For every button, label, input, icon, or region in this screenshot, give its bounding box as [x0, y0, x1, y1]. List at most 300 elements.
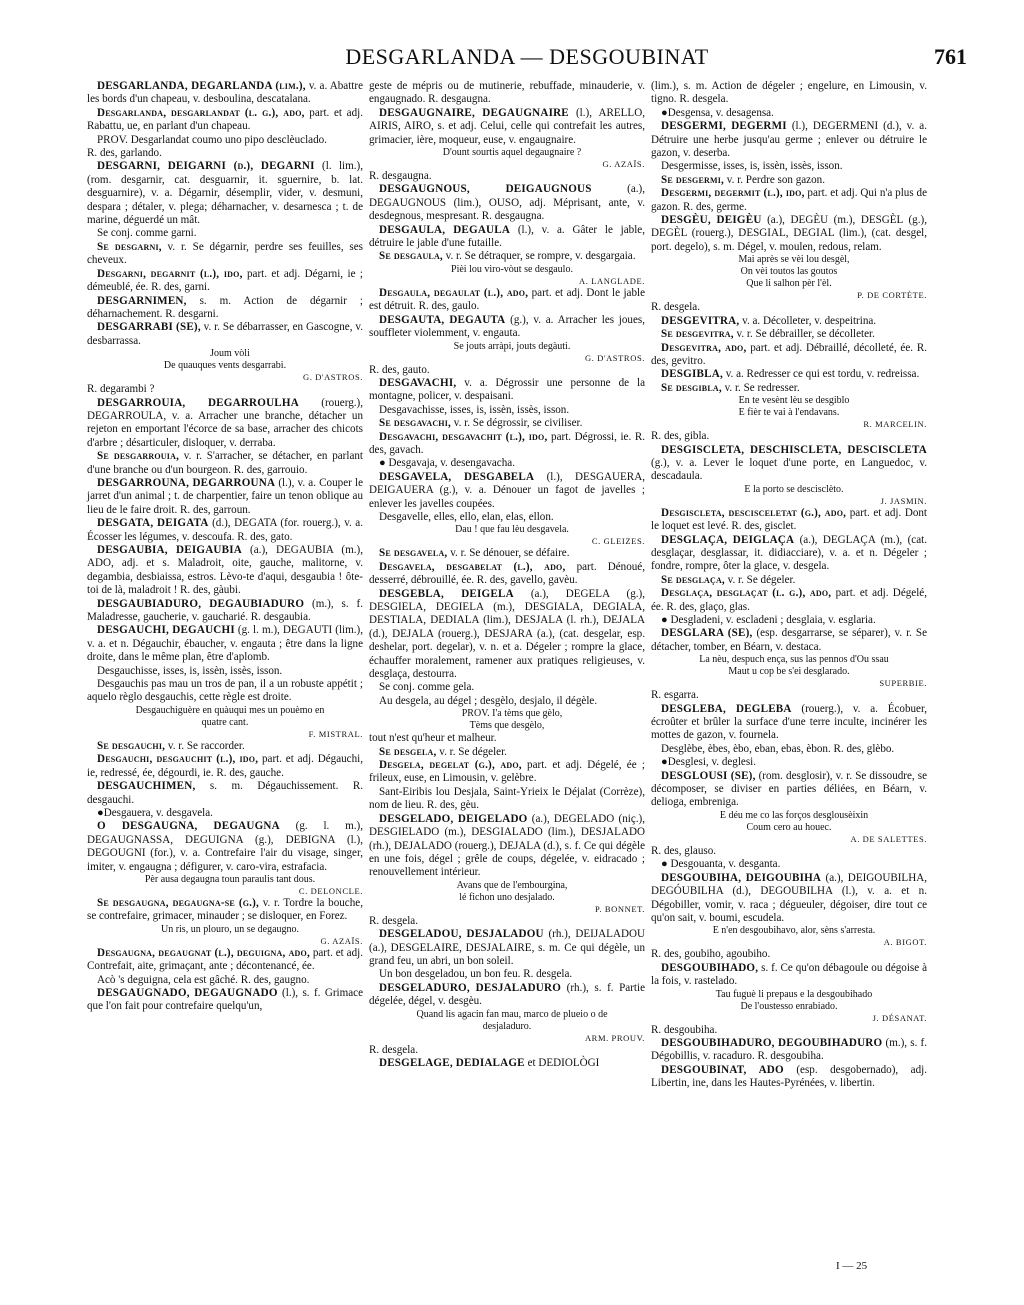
entry-text: Se conj. comme garni.: [97, 227, 197, 240]
entry-text: part. et adj. Dont le loquet est levé. R. des, gisclet.: [651, 506, 928, 533]
dictionary-entry: [87, 820, 363, 874]
dictionary-entry: [651, 872, 927, 926]
headword: DESGLAÇA, DEIGLAÇA: [661, 533, 795, 546]
dictionary-entry: [369, 547, 645, 560]
entry-text: s. m. Action de dégarnir ; déharnachement. R. desgarni.: [87, 294, 363, 320]
quotation-author: [651, 290, 927, 301]
dictionary-entry: [651, 368, 927, 381]
headword: DESGAUCHI, DEGAUCHI: [97, 624, 235, 637]
headword: Se desgela,: [379, 745, 437, 758]
entry-text: Desglèbe, èbes, èbo, eban, ebas, èbon. R. des, glèbo.: [661, 742, 895, 755]
headword: DESGARLANDA, DEGARLANDA (lim.),: [97, 80, 306, 92]
headword: Se desgavachi,: [379, 417, 452, 430]
entry-text: Joum vòli De quauques vents desgarrabi.: [163, 348, 287, 372]
dictionary-entry: [651, 444, 927, 484]
dictionary-entry: [87, 321, 363, 348]
entry-text: (g.), v. a. Lever le loquet d'une porte, en Languedoc, v. descadaula.: [651, 456, 927, 483]
entry-continuation: [651, 1024, 927, 1037]
dictionary-entry: [369, 417, 645, 430]
entry-text: A. DE SALETTES.: [850, 833, 927, 844]
headword: DESGOUBIHADURO, DEGOUBIHADURO: [661, 1036, 883, 1049]
headword: DESGAVELA, DESGABELA: [379, 470, 535, 483]
headword: Desgiscleta, descisceletat (g.), ado,: [661, 506, 847, 519]
entry-text: En te vesènt lèu se desgiblo E fièr te vai à l'endavans.: [738, 395, 850, 419]
entry-text: part. et adj. Dégauchi, ie, redressé, ée, dégourdi, ie. R. des, gauche.: [87, 753, 363, 779]
dictionary-entry: [651, 756, 927, 769]
entry-continuation: [87, 383, 363, 396]
page-number: 761: [934, 44, 967, 69]
dictionary-entry: [369, 107, 645, 147]
entry-text: v. r. Se dégarnir, perdre ses feuilles, ses cheveux.: [87, 240, 363, 267]
entry-text: Dau ! que fau lèu desgavela.: [455, 524, 569, 536]
dictionary-entry: [369, 471, 645, 511]
entry-text: part. et adj. Dégelé, ée ; frileux, euse, en Limousin, v. gelèbre.: [369, 759, 645, 785]
column-2: [369, 80, 645, 1070]
entry-text: part. et adj. Dégelé, ée. R. des, glaço, glas.: [651, 587, 927, 613]
dictionary-entry: [651, 1064, 927, 1091]
dictionary-entry: [87, 160, 363, 227]
quotation: [651, 989, 927, 1013]
entry-text: v. r. Se débrailler, se décolleter.: [733, 328, 875, 341]
dictionary-entry: [651, 614, 927, 627]
headword: DESGOUBIHA, DEIGOUBIHA: [661, 871, 822, 884]
dictionary-entry: [651, 120, 927, 160]
dictionary-entry: [651, 160, 927, 173]
headword: Se desgaula,: [379, 250, 443, 263]
dictionary-entry: [87, 397, 363, 451]
headword: Desgela, degelat (g.), ado,: [379, 759, 522, 772]
dictionary-entry: [87, 624, 363, 664]
entry-text: R. desgoubiha.: [651, 1023, 718, 1036]
headword: Se desgarni,: [97, 240, 162, 253]
entry-text: G. D'ASTROS.: [303, 372, 363, 383]
dictionary-entry: [87, 477, 363, 517]
entry-text: (lim.), s. m. Action de dégeler ; engelure, en Limousin, v. tigno. R. desgela.: [651, 80, 927, 106]
entry-text: E la porto se descisclèto.: [744, 483, 844, 495]
dictionary-entry: [369, 561, 645, 588]
headword: DESGERMI, DEGERMI: [661, 120, 787, 133]
entry-text: C. DELONCLE.: [298, 885, 363, 896]
quotation-author: [369, 159, 645, 170]
quotation: [651, 395, 927, 419]
entry-text: J. JASMIN.: [880, 495, 927, 506]
entry-text: R. desgela.: [369, 914, 418, 927]
headword: Desgavachi, desgavachit (l.), ido,: [379, 430, 548, 443]
entry-text: Se conj. comme gela.: [379, 681, 475, 694]
entry-text: v. r. S'arracher, se détacher, en parlant d'une branche ou d'un bourgeon. R. des, garrouio.: [87, 450, 363, 476]
dictionary-entry: [87, 227, 363, 240]
entry-text: v. r. Se dénouer, se défaire.: [447, 547, 570, 560]
headword: DESGEBLA, DEIGELA: [379, 587, 514, 600]
headword: DESGARRABI (SE),: [97, 321, 201, 334]
dictionary-entry: [87, 947, 363, 974]
entry-text: Quand lis agacin fan mau, marco de plueio o de desjaladuro.: [416, 1008, 608, 1032]
entry-text: v. a. Abattre les bords d'un chapeau, v. desboulina, descatalana.: [87, 80, 364, 106]
entry-text: Desgauchiguère en quàuqui mes un pouèmo en quatre cant.: [135, 704, 325, 728]
dictionary-entry: [87, 107, 363, 134]
entry-text: (d.), DEGATA (for. rouerg.), v. a. Écosser les légumes, v. descoufa. R. des, gato.: [87, 517, 363, 543]
dictionary-entry: [369, 588, 645, 682]
entry-text: (l.), DEGERMENI (d.), v. a. Détruire une herbe jusqu'au germe ; enlever ou détruire le gazon, v. deserba.: [651, 120, 927, 160]
entry-text: tout n'est qu'heur et malheur.: [369, 732, 497, 745]
entry-text: (rh.), DEIJALADOU (a.), DESGELAIRE, DESJALAIRE, s. m. Ce qui dégèle, un grand feu, un abri, un bon soleil.: [369, 928, 645, 967]
entry-text: part. et adj. Qui n'a plus de gazon. R. des, germe.: [651, 187, 927, 213]
headword: DESGARNI, DEIGARNI (d.), DEGARNI: [97, 160, 315, 173]
dictionary-entry: [87, 450, 363, 477]
quotation-author: [369, 904, 645, 915]
quotation: [369, 880, 645, 904]
entry-continuation: [651, 948, 927, 961]
dictionary-entry: [651, 962, 927, 989]
headword: DESGOUBIHADO,: [661, 961, 759, 974]
dictionary-entry: [651, 174, 927, 187]
headword: Desglaça, desglaçat (l. g.), ado,: [661, 587, 832, 600]
entry-text: Tau fuguè li prepaus e la desgoubihado De l'oustesso enrabiado.: [715, 988, 873, 1012]
headword: Desgaula, degaulat (l.), ado,: [379, 286, 529, 299]
entry-text: v. a. Dégrossir une personne de la montagne, policer, v. despaisani.: [369, 376, 645, 403]
entry-text: part. et adj. Rabattu, ue, en parlant d'un chapeau.: [87, 106, 363, 133]
headword: Desgevitra, ado,: [661, 341, 747, 354]
entry-text: part. et adj. Dont le jable est détruit. R. des, gaulo.: [369, 286, 645, 313]
entry-text: (g. l. m.), DEGAUGNASSA, DEGUIGNA (g.), DEBIGNA (l.), DEGOUGNI (for.), v. a. Contrefaire l'air du visage, singer, imiter, v. engaugna ; défigurer, v. caro-vira, estrafacia.: [87, 820, 364, 873]
headword: DESGEVITRA,: [661, 314, 740, 327]
dictionary-entry: [651, 507, 927, 534]
entry-text: v. r. Se détraquer, se rompre, v. desgargaia.: [442, 250, 636, 263]
headword: DESGAUCHIMEN,: [97, 780, 196, 793]
entry-text: (esp. desgobernado), adj. Libertin, ine, dans les Hautes-Pyrénées, v. libertin.: [651, 1063, 927, 1090]
dictionary-entry: [87, 517, 363, 544]
quotation: [651, 654, 927, 678]
quotation: [651, 925, 927, 937]
entry-text: (a.), DEGLAÇA (m.), (cat. desglaçar, desglassar, it. didiacciare), v. a. et n. Dégeler ; fondre, rompre, ôter la glace, v. desgela.: [651, 533, 927, 573]
entry-text: (a.), DEGAUBIA (m.), ADO, adj. et s. Maladroit, oite, gauche, malitorne, v. degambia, desbiaissa, estros. Lèvo-te d'aqui, desgaubia ! ôte-toi de là, maladroit ! R. des, gàubi.: [87, 544, 363, 597]
entry-text: R. des, glauso.: [651, 844, 717, 857]
entry-text: F. MISTRAL.: [308, 728, 363, 739]
entry-text: part. et adj. Débraillé, décolleté, ée. R. des, gevitro.: [651, 341, 927, 367]
entry-text: (rouerg.), DEGARROULA, v. a. Arracher une branche, détacher un rejeton en emportant l'écorce de sa base, arracher des chicots d'arbre ; désarticuler, disloquer, v. derraba.: [87, 396, 363, 449]
dictionary-entry: [369, 759, 645, 786]
headword: Desgaugna, degaugnat (l.), deguigna, ado,: [97, 946, 310, 959]
headword: Se desgavela,: [379, 547, 448, 560]
entry-text: Se jouts arràpi, jouts degàuti.: [453, 340, 571, 352]
entry-text: (a.), DEGAUGNOUS (lim.), OUSO, adj. Méprisant, ante, v. desdegnous, mespresant. R. desgaugna.: [369, 183, 645, 223]
entry-text: R. des, goubiho, agoubiho.: [651, 948, 771, 961]
dictionary-entry: [87, 897, 363, 924]
entry-text: PROV. I'a tèms que gèlo, Tèms que desgèlo,: [461, 708, 563, 732]
dictionary-entry: [369, 224, 645, 251]
entry-continuation: [651, 80, 927, 107]
headword: DESGAVACHI,: [379, 376, 457, 389]
entry-text: (a.), DEGELADO (niç.), DESGIELADO (m.), DESGIALADO (lim.), DESJALADO (rh.), DEJALADO (rouerg.), DEJALA (d.), s. f. Ce qui dégèle en une fois, dégel ; grêle de coups, dégelée, v. eidracado ; renouvellement intérieur.: [369, 812, 645, 879]
entry-text: (rom. desglosir), v. r. Se dissoudre, se décomposer, se diviser en parties déliées, en Béarn, v. delioga, embreniga.: [651, 769, 927, 809]
entry-text: R. degarambi ?: [87, 383, 155, 396]
headword: Se desgevitra,: [661, 328, 734, 341]
entry-text: Desgavachisse, isses, is, issèn, issès, isson.: [379, 403, 570, 416]
entry-text: R. des, garlando.: [87, 147, 162, 160]
entry-text: part. Dénoué, desserré, débrouillé, ée. R. des, gavello, gavèu.: [369, 560, 645, 587]
entry-text: Un bon desgeladou, un bon feu. R. desgela.: [379, 968, 573, 981]
entry-continuation: [651, 430, 927, 443]
headword: Se desgarrouia,: [97, 450, 180, 463]
headword: DESGATA, DEIGATA: [97, 517, 209, 530]
headword: Se desgibla,: [661, 381, 722, 394]
entry-text: ● Desgladeni, v. escladeni ; desglaia, v. esglaria.: [661, 614, 876, 626]
headword: DESGLOUSI (SE),: [661, 769, 756, 782]
entry-text: Mai après se vèi lou desgèl, On vèi toutos las goutos Que li salhon pèr l'èl.: [738, 254, 850, 290]
running-title: DESGARLANDA — DESGOUBINAT: [345, 44, 709, 69]
headword: DESGELADURO, DESJALADURO: [379, 981, 562, 994]
headword: DESGÈU, DEIGÈU: [661, 214, 762, 227]
entry-text: Pièi lou viro-vòut se desgaulo.: [451, 263, 573, 275]
entry-text: v. r. Se dégrossir, se civiliser.: [451, 417, 583, 430]
headword: DESGAUBIA, DEIGAUBIA: [97, 544, 242, 556]
dictionary-entry: [87, 987, 363, 1014]
headword: DESGIBLA,: [661, 368, 723, 381]
dictionary-entry: [651, 214, 927, 254]
quotation: [369, 708, 645, 732]
dictionary-entry: [369, 968, 645, 981]
headword: Desgermi, degermit (l.), ido,: [661, 187, 805, 200]
entry-text: part. Dégrossi, ie. R. des, gavach.: [369, 430, 646, 456]
entry-continuation: [369, 915, 645, 928]
entry-text: P. BONNET.: [595, 903, 645, 914]
dictionary-entry: [651, 107, 927, 120]
headword: Se desgauchi,: [97, 739, 166, 752]
entry-text: Au desgela, au dégel ; desgèlo, desjalo, il dégèle.: [379, 694, 598, 707]
entry-text: (g. l. m.), DEGAUTI (lim.), v. a. et n. Dégauchir, ébaucher, v. engauta ; être dans la ligne droite, dans le même plan, être d'aplomb.: [87, 624, 363, 664]
entry-text: G. AZAÏS.: [320, 935, 363, 946]
signature-mark: I — 25: [836, 1260, 868, 1272]
entry-text: La nèu, despuch ença, sus las pennos d'Ou ssau Maut u cop be s'ei desglarado.: [699, 654, 889, 678]
quotation-author: [369, 353, 645, 364]
entry-continuation: [369, 1044, 645, 1057]
headword: Desgauchi, desgauchit (l.), ido,: [97, 753, 259, 766]
column-1: [87, 80, 363, 1014]
headword: DESGISCLETA, DESCHISCLETA, DESCISCLETA: [661, 443, 927, 456]
entry-text: C. GLEIZES.: [591, 536, 645, 547]
entry-text: (m.), s. f. Maladresse, gaucherie, v. gaucharié. R. desgaubia.: [87, 597, 363, 624]
dictionary-entry: [87, 665, 363, 678]
entry-continuation: [369, 80, 645, 107]
entry-continuation: [651, 689, 927, 702]
dictionary-entry: [651, 587, 927, 614]
dictionary-entry: [369, 813, 645, 880]
entry-text: (l.), s. f. Grimace que l'on fait pour contrefaire quelqu'un,: [87, 986, 364, 1013]
quotation-author: [369, 1033, 645, 1044]
entry-text: Acò 's deguigna, cela est gâché. R. des, gaugno.: [97, 973, 310, 986]
entry-text: P. DE CORTÈTE.: [857, 290, 927, 301]
headword: Desgarlanda, desgarlandat (l. g.), ado,: [97, 106, 305, 119]
headword: DESGAUGNAIRE, DEGAUGNAIRE: [379, 106, 569, 119]
quotation: [369, 264, 645, 276]
entry-text: geste de mépris ou de mutinerie, rebuffade, minauderie, v. engaugnado. R. desgaugna.: [369, 80, 645, 106]
dictionary-entry: [87, 241, 363, 268]
quotation-author: [651, 834, 927, 845]
entry-text: ARM. PROUV.: [584, 1032, 645, 1043]
quotation-author: [87, 886, 363, 897]
entry-text: v. r. Perdre son gazon.: [724, 173, 825, 186]
quotation: [369, 1009, 645, 1033]
entry-text: R. desgaugna.: [369, 170, 432, 183]
entry-text: v. r. Se dégeler.: [436, 745, 507, 758]
entry-text: R. des, gibla.: [651, 430, 710, 443]
quotation-author: [651, 1013, 927, 1024]
entry-text: v. r. Se dégeler.: [724, 573, 796, 586]
entry-text: J. DÉSANAT.: [872, 1012, 927, 1023]
entry-text: A. BIGOT.: [883, 937, 927, 948]
dictionary-entry: [87, 807, 363, 820]
entry-text: part. et adj. Contrefait, aite, grimaçant, ante ; décontenancé, ée.: [87, 946, 363, 973]
dictionary-entry: [651, 743, 927, 756]
dictionary-entry: [369, 250, 645, 263]
entry-continuation: [87, 147, 363, 160]
quotation: [651, 810, 927, 834]
headword: DESGAUGNADO, DEGAUGNADO: [97, 986, 278, 999]
entry-text: s. m. Dégauchissement. R. desgauchi.: [87, 780, 363, 806]
entry-text: s. f. Ce qu'on débagoule ou dégoise à la fois, v. rastelado.: [651, 961, 927, 988]
entry-text: Desgauchis pas mau un tros de pan, il a un robuste appétit ; aquelo règlo desgauchis, cette règle est droite.: [87, 678, 363, 704]
quotation-author: [651, 496, 927, 507]
dictionary-entry: [87, 295, 363, 322]
dictionary-entry: [651, 1037, 927, 1064]
headword: DESGAULA, DEGAULA: [379, 223, 511, 236]
entry-text: v. r. Tordre la bouche, se contrefaire, grimacer, minauder ; se disloquer, en Forez.: [87, 896, 363, 923]
dictionary-entry: [87, 544, 363, 598]
entry-text: G. AZAÏS.: [602, 159, 645, 170]
quotation: [651, 484, 927, 496]
entry-text: (rh.), s. f. Partie dégelée, dégel, v. desgèu.: [369, 981, 645, 1008]
quotation-author: [87, 729, 363, 740]
dictionary-entry: [651, 770, 927, 810]
headword: DESGOUBINAT, ADO: [661, 1063, 784, 1076]
dictionary-entry: [369, 982, 645, 1009]
quotation: [87, 874, 363, 886]
dictionary-entry: [87, 740, 363, 753]
quotation: [369, 341, 645, 353]
entry-text: R. desgela.: [651, 301, 700, 314]
entry-continuation: [369, 732, 645, 745]
quotation-author: [369, 276, 645, 287]
entry-text: ●Desgensa, v. desagensa.: [661, 106, 774, 119]
headword: O DESGAUGNA, DEGAUGNA: [97, 820, 280, 833]
entry-text: (l.), v. a. Gâter le jable, détruire le jable d'une futaille.: [369, 223, 645, 250]
dictionary-entry: [651, 858, 927, 871]
entry-text: E déu me co las forços desglousèixin Coum cero au houec.: [719, 809, 869, 833]
dictionary-entry: [369, 695, 645, 708]
entry-continuation: [651, 845, 927, 858]
entry-text: (a.), DEIGOUBILHA, DEGÓUBILHA (d.), DEGOUBILHA (l.), v. a. et n. Dégobiller, vomir, v. raca ; dégueuler, dégoiser, dire tout ce qu'on sait, v. boumi, escudela.: [651, 871, 927, 924]
entry-text: ● Desgavaja, v. desengavacha.: [379, 457, 515, 470]
dictionary-entry: [87, 598, 363, 625]
headword: DESGAUBIADURO, DEGAUBIADURO: [97, 597, 305, 610]
quotation: [87, 348, 363, 372]
dictionary-entry: [369, 1057, 645, 1070]
entry-continuation: [651, 301, 927, 314]
headword: DESGARNIMEN,: [97, 294, 187, 307]
entry-text: R. MARCELIN.: [863, 419, 927, 430]
headword: DESGLEBA, DEGLEBA: [661, 702, 792, 715]
entry-text: Pèr ausa degaugna toun paraulis tant dous.: [144, 873, 316, 885]
entry-text: A. LANGLADE.: [579, 275, 645, 286]
entry-text: D'ount sourtis aquel degaugnaire ?: [442, 147, 582, 159]
dictionary-entry: [369, 511, 645, 524]
entry-text: ●Desgauera, v. desgavela.: [97, 806, 213, 819]
entry-text: v. a. Décolleter, v. despeitrina.: [739, 314, 877, 327]
entry-text: v. r. Se redresser.: [721, 381, 800, 394]
dictionary-entry: [651, 627, 927, 654]
entry-text: (l.), ARELLO, AIRIS, AIRO, s. et adj. Celui, celle qui contrefait les autres, grimacier, ière, moqueur, euse, v. engaugnaire.: [369, 106, 645, 146]
dictionary-entry: [369, 928, 645, 968]
headword: DESGAUGNOUS, DEIGAUGNOUS: [379, 183, 592, 196]
headword: Desgarni, degarnit (l.), ido,: [97, 267, 243, 280]
headword: Desgavela, desgabelat (l.), ado,: [379, 560, 566, 573]
entry-text: v. r. Se débarrasser, en Gascogne, v. desbarrassa.: [87, 321, 363, 347]
dictionary-entry: [87, 268, 363, 295]
dictionary-entry: [651, 315, 927, 328]
entry-text: Desgermisse, isses, is, issèn, issès, isson.: [661, 160, 843, 173]
headword: Se desgaugna, degaugna-se (g.),: [97, 896, 259, 909]
quotation-author: [651, 937, 927, 948]
entry-text: PROV. Desgarlandat coumo uno pipo desclèuclado.: [97, 133, 327, 146]
dictionary-entry: [369, 377, 645, 404]
headword: Se desglaça,: [661, 573, 725, 586]
dictionary-entry: [369, 681, 645, 694]
entry-text: ● Desgouanta, v. desganta.: [661, 858, 781, 871]
dictionary-entry: [651, 342, 927, 369]
dictionary-entry: [369, 287, 645, 314]
dictionary-entry: [369, 457, 645, 470]
entry-text: (l. lim.), (rom. desgarnir, cat. desguarnir, it. sguernire, b. lat. desguarnire), v. a. Dégarnir, désemplir, vider, v. desmuni, despara ; détaler, v. plega; déharnacher, v. desarnesca ; t. de marine, déguerdé un mât.: [87, 160, 363, 227]
entry-text: Avans que de l'embourgina, lé fichon uno desjalado.: [456, 879, 568, 903]
entry-text: (l.), v. a. Couper le jarret d'un animal ; t. de charpentier, faire un tenon oblique au lieu de le faire droit. R. des, garroun.: [87, 476, 363, 516]
quotation: [369, 147, 645, 159]
entry-text: R. esgarra.: [651, 689, 699, 702]
entry-text: G. D'ASTROS.: [585, 352, 645, 363]
dictionary-entry: [369, 786, 645, 813]
headword: DESGAUTA, DEGAUTA: [379, 313, 506, 326]
dictionary-entry: [369, 404, 645, 417]
entry-text: R. desgela.: [369, 1043, 418, 1056]
entry-text: Desgavelle, elles, ello, elan, elas, ellon.: [379, 510, 554, 523]
entry-continuation: [369, 364, 645, 377]
entry-text: (m.), s. f. Dégobillis, v. racaduro. R. desgoubiha.: [651, 1036, 927, 1063]
headword: Se desgermi,: [661, 173, 725, 186]
entry-text: (esp. desgarrarse, se séparer), v. r. Se détacher, tomber, en Béarn, v. destaca.: [651, 627, 927, 653]
entry-text: ●Desglesi, v. deglesi.: [661, 756, 757, 769]
entry-text: (a.), DEGÈU (m.), DESGÈL (g.), DEGÈL (rouerg.), DESGIAL, DEGIAL (lim.), (cat. desgel, port. degelo), s. m. Dégel, v. moulen, redous, relam.: [651, 214, 927, 253]
dictionary-entry: [651, 534, 927, 574]
headword: DESGELAGE, DEDIALAGE: [379, 1056, 525, 1069]
entry-text: Sant-Eiribis lou Desjala, Saint-Yrieix le Déjalat (Corrèze), nom de lieu. R. des, gèu.: [369, 785, 645, 812]
dictionary-entry: [651, 328, 927, 341]
dictionary-entry: [87, 753, 363, 780]
dictionary-entry: [87, 80, 363, 107]
quotation-author: [651, 419, 927, 430]
entry-text: (l.), DESGAUERA, DEIGAUERA (g.), v. a. Dénouer un fagot de javelles ; enlever les javelles coupées.: [369, 470, 645, 510]
entry-continuation: [369, 170, 645, 183]
headword: DESGLARA (SE),: [661, 627, 753, 640]
dictionary-entry: [87, 974, 363, 987]
entry-text: (g.), v. a. Arracher les joues, souffleter violemment, v. engauta.: [369, 313, 645, 340]
dictionary-entry: [369, 183, 645, 223]
dictionary-entry: [87, 780, 363, 807]
entry-text: (a.), DEGELA (g.), DESGIELA, DEGIELA (m.), DESGIALA, DEGIALA, DESTIALA, DEDIALA (lim.), DESJALA (l. rh.), DEJALA (d.), DEJALA (rouerg.), DESJARA (a.), (cat. desgelar, esp. deshelar, port. degelar), v. n. et a. Dégeler ; rompre la glace, échauffer moralement, ramener aux pratiques religieuses, v. desglaça, destourra.: [369, 587, 645, 681]
quotation-author: [369, 536, 645, 547]
quotation-author: [87, 372, 363, 383]
entry-text: SUPERBIE.: [879, 678, 927, 689]
dictionary-entry: [369, 314, 645, 341]
entry-text: E n'en desgoubihavo, alor, sèns s'arresta.: [712, 925, 876, 937]
